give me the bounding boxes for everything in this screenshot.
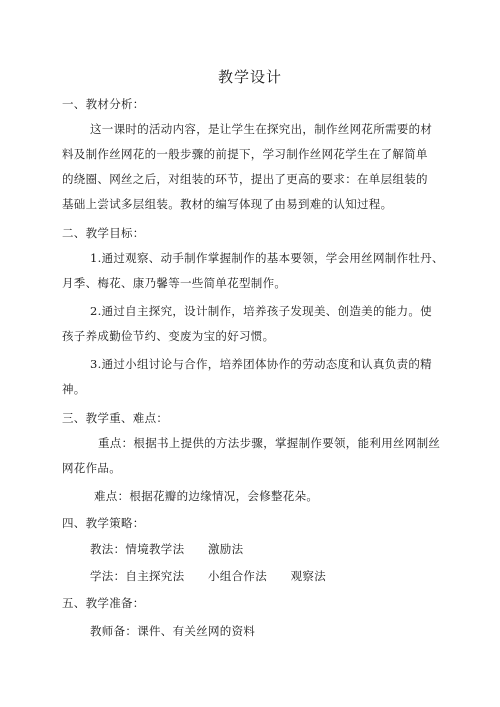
goal-item-2-line: 2.通过自主探究，设计制作，培养孩子发现美、创造美的能力。使 bbox=[90, 304, 432, 318]
learning-methods-line: 学法：自主探究法 小组合作法 观察法 bbox=[90, 569, 326, 583]
paragraph-line: 料及制作丝网花的一般步骤的前提下，学习制作丝网花学生在了解简单 bbox=[62, 147, 428, 161]
key-point-line: 重点：根据书上提供的方法步骤，掌握制作要领，能利用丝网制丝 bbox=[98, 436, 441, 450]
section-heading-teaching-preparation: 五、教学准备： bbox=[62, 596, 145, 610]
teacher-prep-line: 教师备：课件、有关丝网的资料 bbox=[90, 624, 256, 638]
goal-item-2-line: 孩子养成勤俭节约、变废为宝的好习惯。 bbox=[62, 329, 275, 343]
paragraph-line: 基础上尝试多层组装。教材的编写体现了由易到难的认知过程。 bbox=[62, 197, 393, 211]
section-heading-teaching-strategy: 四、教学策略： bbox=[62, 516, 145, 530]
difficulty-line: 难点：根据花瓣的边缘情况，会修整花朵。 bbox=[94, 489, 319, 503]
section-heading-teaching-goals: 二、教学目标： bbox=[62, 226, 145, 240]
document-title: 教学设计 bbox=[217, 68, 282, 86]
paragraph-line: 的绕圈、网丝之后，对组装的环节，提出了更高的要求：在单层组装的 bbox=[62, 172, 428, 186]
section-heading-material-analysis: 一、教材分析： bbox=[62, 97, 145, 111]
goal-item-3-line: 3.通过小组讨论与合作，培养团体协作的劳动态度和认真负责的精 bbox=[90, 357, 432, 371]
section-heading-key-points: 三、教学重、难点： bbox=[62, 411, 169, 425]
key-point-line: 网花作品。 bbox=[62, 461, 121, 475]
goal-item-1-line: 1.通过观察、动手制作掌握制作的基本要领，学会用丝网制作牡丹、 bbox=[90, 251, 444, 265]
goal-item-1-line: 月季、梅花、康乃馨等一些简单花型制作。 bbox=[62, 276, 287, 290]
teaching-methods-line: 教法：情境教学法 激励法 bbox=[90, 542, 244, 556]
paragraph-line: 这一课时的活动内容，是让学生在探究出，制作丝网花所需要的材 bbox=[90, 122, 433, 136]
goal-item-3-line: 神。 bbox=[62, 382, 86, 396]
